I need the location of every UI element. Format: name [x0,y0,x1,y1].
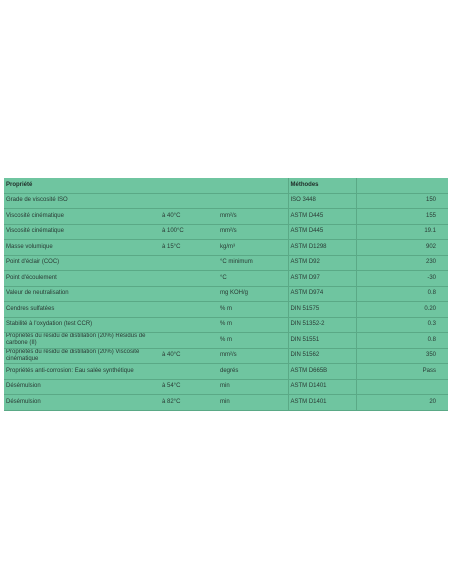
cell-property: Viscosité cinématique [4,209,160,225]
cell-unit: mm²/s [218,224,288,240]
cell-property: Viscosité cinématique [4,224,160,240]
cell-value: 902 [356,240,448,256]
cell-unit: degrés [218,364,288,380]
table-row [4,255,448,271]
cell-method: DIN 51551 [288,333,356,349]
table-row [4,302,448,318]
cell-unit: % m [218,317,288,333]
cell-value: Pass [356,364,448,380]
cell-property: Valeur de neutralisation [4,286,160,302]
cell-unit: min [218,395,288,411]
cell-property: Désémulsion [4,395,160,411]
cell-condition [160,193,218,209]
table-row [4,395,448,411]
cell-value: 19.1 [356,224,448,240]
table-row [4,317,448,333]
table-row [4,348,448,364]
cell-condition [160,302,218,318]
cell-method: DIN 51575 [288,302,356,318]
cell-value: -30 [356,271,448,287]
cell-condition: à 15°C [160,240,218,256]
cell-unit [218,193,288,209]
cell-method: ASTM D665B [288,364,356,380]
cell-value: 0.20 [356,302,448,318]
header-property: Propriété [4,178,160,193]
cell-unit: mm²/s [218,209,288,225]
cell-property: Masse volumique [4,240,160,256]
cell-condition [160,271,218,287]
cell-property: Cendres sulfatées [4,302,160,318]
cell-unit: kg/m³ [218,240,288,256]
cell-condition [160,317,218,333]
cell-value: 230 [356,255,448,271]
cell-method: ASTM D445 [288,209,356,225]
cell-value: 150 [356,193,448,209]
table-row [4,333,448,349]
cell-method: ISO 3448 [288,193,356,209]
table-row [4,379,448,395]
table-row [4,364,448,380]
cell-unit: % m [218,302,288,318]
cell-value: 0.8 [356,286,448,302]
cell-value [356,379,448,395]
cell-property: Désémulsion [4,379,160,395]
cell-property: Point d'éclair (COC) [4,255,160,271]
cell-value: 350 [356,348,448,364]
cell-condition [160,286,218,302]
table-row [4,224,448,240]
cell-method: DIN 51562 [288,348,356,364]
cell-condition: à 100°C [160,224,218,240]
cell-unit: °C [218,271,288,287]
cell-condition [160,255,218,271]
cell-condition [160,333,218,349]
spec-table-body [4,178,448,410]
cell-condition: à 40°C [160,348,218,364]
cell-method: ASTM D1298 [288,240,356,256]
table-row [4,286,448,302]
cell-value: 20 [356,395,448,411]
header-unit [218,178,288,193]
cell-property: Propriétés du résidu de distillation (20%) Viscosité cinématique [4,348,160,364]
cell-method: DIN 51352-2 [288,317,356,333]
header-row [4,178,448,193]
cell-unit: mg KOH/g [218,286,288,302]
cell-property: Stabilité à l'oxydation (test CCR) [4,317,160,333]
cell-property: Point d'écoulement [4,271,160,287]
cell-condition: à 40°C [160,209,218,225]
cell-value: 0.8 [356,333,448,349]
cell-method: ASTM D92 [288,255,356,271]
cell-condition [160,364,218,380]
cell-property: Propriétés du résidu de distillation (20%) Résidus de carbone (II) [4,333,160,349]
cell-method: ASTM D1401 [288,395,356,411]
cell-method: ASTM D1401 [288,379,356,395]
header-value [356,178,448,193]
spec-table [4,178,448,411]
cell-unit: min [218,379,288,395]
cell-method: ASTM D445 [288,224,356,240]
cell-condition: à 54°C [160,379,218,395]
table-row [4,209,448,225]
table-row [4,193,448,209]
cell-method: ASTM D97 [288,271,356,287]
cell-value: 0.3 [356,317,448,333]
cell-value: 155 [356,209,448,225]
cell-unit: % m [218,333,288,349]
table-row [4,240,448,256]
cell-unit: mm²/s [218,348,288,364]
cell-method: ASTM D974 [288,286,356,302]
cell-property: Grade de viscosité ISO [4,193,160,209]
header-condition [160,178,218,193]
cell-property: Propriétés anti-corrosion: Eau salée synthétique [4,364,160,380]
cell-unit: °C minimum [218,255,288,271]
cell-condition: à 82°C [160,395,218,411]
header-method: Méthodes [288,178,356,193]
table-row [4,271,448,287]
